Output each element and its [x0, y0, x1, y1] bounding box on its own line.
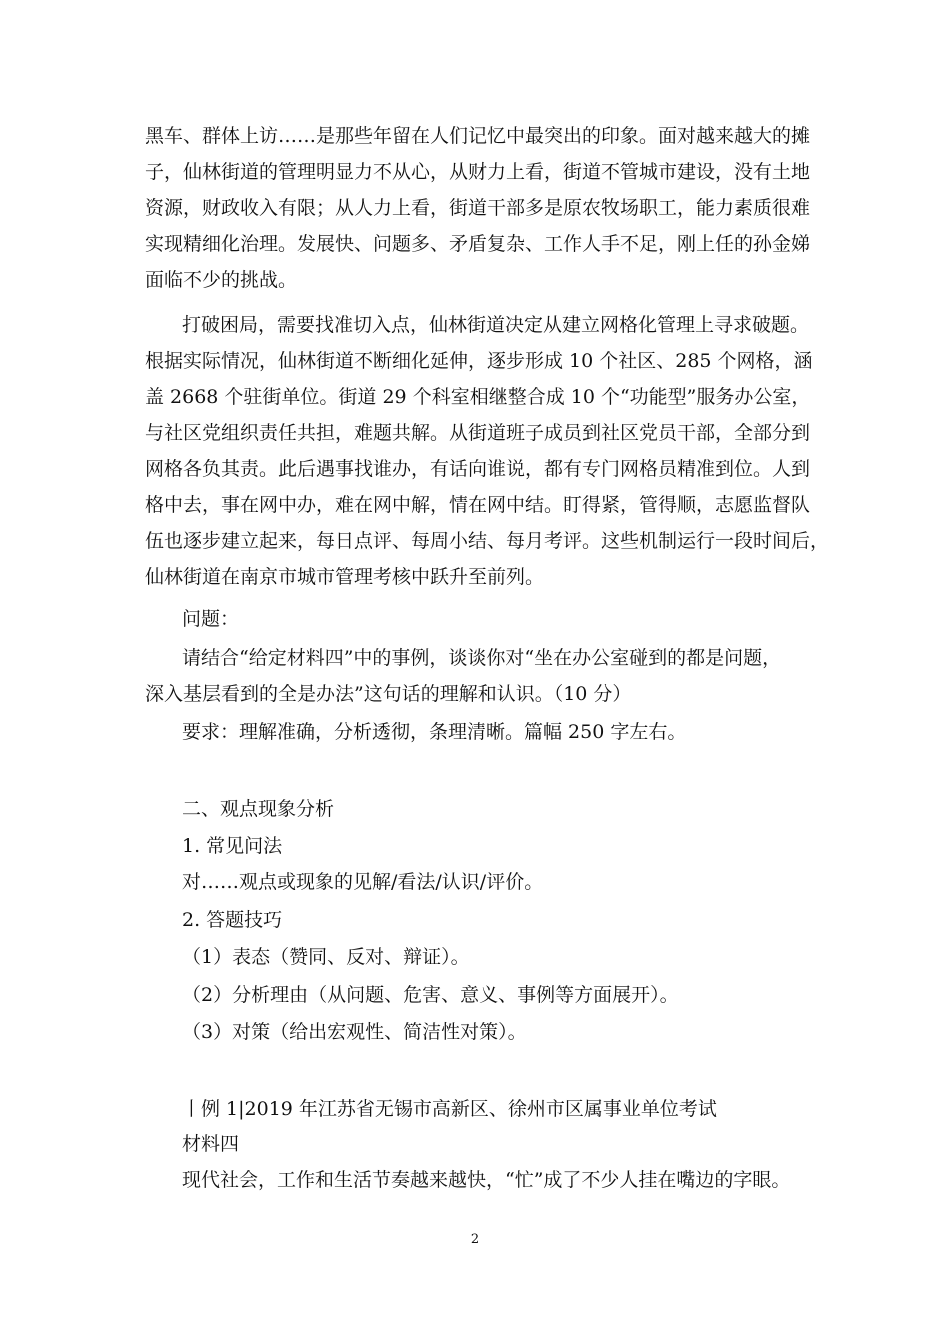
paragraph-1-line: 子，仙林街道的管理明显力不从心，从财力上看，街道不管城市建设，没有土地 [145, 161, 811, 183]
requirement-text: 要求：理解准确，分析透彻，条理清晰。篇幅 250 字左右。 [182, 721, 687, 743]
paragraph-2-line: 格中去，事在网中办，难在网中解，情在网中结。盯得紧，管得顺，志愿监督队 [145, 494, 811, 516]
page-number: 2 [470, 1232, 480, 1247]
example-title: 丨例 1|2019 年江苏省无锡市高新区、徐州市区属事业单位考试 [182, 1098, 717, 1120]
example-material-label: 材料四 [182, 1133, 240, 1155]
paragraph-2-line: 打破困局，需要找准切入点，仙林街道决定从建立网格化管理上寻求破题。 [182, 314, 810, 336]
tip-item: （1）表态（赞同、反对、辩证）。 [182, 946, 470, 968]
subheading-answer-tips: 2. 答题技巧 [182, 909, 283, 931]
subheading-common-questions: 1. 常见问法 [182, 835, 283, 857]
paragraph-1-line: 资源，财政收入有限；从人力上看，街道干部多是原农牧场职工，能力素质很难 [145, 197, 811, 219]
tip-item: （3）对策（给出宏观性、简洁性对策）。 [182, 1021, 527, 1043]
paragraph-2-line: 与社区党组织责任共担，难题共解。从街道班子成员到社区党员干部，全部分到 [145, 422, 811, 444]
paragraph-2-line: 仙林街道在南京市城市管理考核中跃升至前列。 [145, 566, 545, 588]
paragraph-2-line: 根据实际情况，仙林街道不断细化延伸，逐步形成 10 个社区、285 个网格，涵 [145, 350, 813, 372]
paragraph-2-line: 盖 2668 个驻街单位。街道 29 个科室相继整合成 10 个“功能型”服务办公室， [145, 386, 811, 408]
tip-item: （2）分析理由（从问题、危害、意义、事例等方面展开）。 [182, 984, 679, 1006]
question-text-line: 深入基层看到的全是办法”这句话的理解和认识。（10 分） [145, 683, 632, 705]
paragraph-2-line: 网格各负其责。此后遇事找谁办，有话向谁说，都有专门网格员精准到位。人到 [145, 458, 811, 480]
common-question-text: 对……观点或现象的见解/看法/认识/评价。 [182, 871, 544, 893]
section-heading: 二、观点现象分析 [182, 798, 335, 820]
question-label: 问题： [182, 608, 240, 630]
paragraph-1-line: 实现精细化治理。发展快、问题多、矛盾复杂、工作人手不足，刚上任的孙金娣 [145, 233, 811, 255]
example-text: 现代社会，工作和生活节奏越来越快，“忙”成了不少人挂在嘴边的字眼。 [182, 1169, 791, 1191]
question-text-line: 请结合“给定材料四”中的事例，谈谈你对“坐在办公室碰到的都是问题， [182, 647, 782, 669]
paragraph-1-line: 面临不少的挑战。 [145, 269, 298, 291]
paragraph-1-line: 黑车、群体上访……是那些年留在人们记忆中最突出的印象。面对越来越大的摊 [145, 125, 811, 147]
paragraph-2-line: 伍也逐步建立起来，每日点评、每周小结、每月考评。这些机制运行一段时间后， [145, 530, 830, 552]
